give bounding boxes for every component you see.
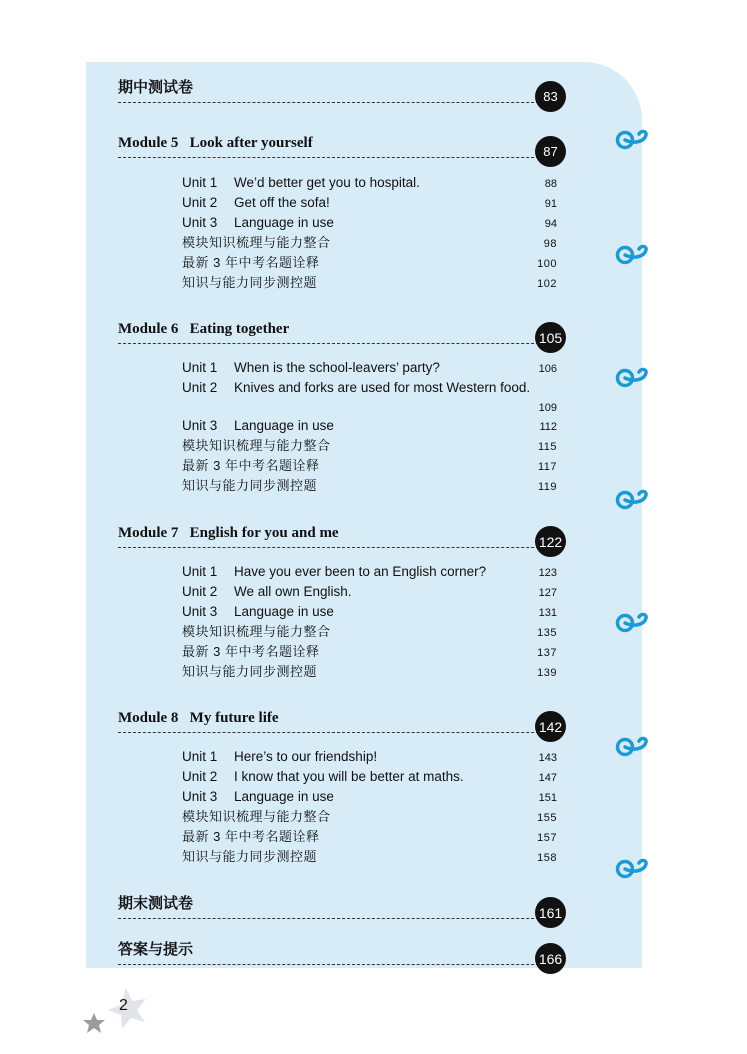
entry-title: I know that you will be better at maths.: [234, 769, 464, 784]
entry-page: 91: [544, 198, 557, 210]
heading-title: 期末测试卷: [118, 896, 194, 912]
entry-page: 147: [538, 772, 557, 784]
entry-page: 157: [537, 832, 557, 844]
unit-label: Unit 2: [182, 584, 218, 599]
toc-entry[interactable]: [182, 213, 557, 233]
entry-page: 158: [537, 852, 557, 864]
binder-ring-icon: [614, 243, 650, 265]
toc-entry[interactable]: [182, 787, 557, 807]
entry-page: 135: [537, 627, 557, 639]
toc-entry[interactable]: [182, 378, 557, 414]
toc-entry[interactable]: [182, 622, 557, 642]
toc-entry[interactable]: [182, 416, 557, 436]
entry-title: 模块知识梳理与能力整合: [182, 809, 331, 824]
entry-title: 模块知识梳理与能力整合: [182, 624, 331, 639]
entry-page: 106: [538, 363, 557, 375]
toc-entry[interactable]: [182, 642, 557, 662]
entry-page: 102: [537, 278, 557, 290]
toc-heading-module-7[interactable]: [118, 509, 564, 548]
entry-page: 94: [544, 218, 557, 230]
toc-entry[interactable]: [182, 827, 557, 847]
unit-label: Unit 3: [182, 789, 218, 804]
entry-title: Language in use: [234, 215, 334, 230]
entry-title: Language in use: [234, 789, 334, 804]
toc-heading-midterm[interactable]: [118, 64, 564, 103]
binder-ring-icon: [614, 735, 650, 757]
toc-heading-module-8[interactable]: [118, 694, 564, 733]
heading-title: 答案与提示: [118, 942, 194, 958]
entry-page: 112: [539, 421, 557, 433]
entry-page: 151: [538, 792, 557, 804]
toc-entry[interactable]: [182, 173, 557, 193]
page-badge: 122: [535, 526, 566, 557]
entry-title: 最新 3 年中考名题诠释: [182, 255, 320, 270]
toc-entry[interactable]: [182, 562, 557, 582]
entry-title: Get off the sofa!: [234, 195, 330, 210]
toc-entry[interactable]: [182, 602, 557, 622]
toc-entry[interactable]: [182, 358, 557, 378]
toc-heading-answers[interactable]: [118, 926, 564, 965]
entry-title: Here’s to our friendship!: [234, 749, 378, 764]
entry-title: 最新 3 年中考名题诠释: [182, 829, 320, 844]
page-badge: 105: [535, 322, 566, 353]
toc-entry[interactable]: [182, 456, 557, 476]
binder-ring-icon: [614, 128, 650, 150]
entry-title: 知识与能力同步测控题: [182, 664, 318, 679]
unit-label: Unit 1: [182, 749, 218, 764]
entry-page: 143: [538, 752, 557, 764]
entry-page: 155: [537, 812, 557, 824]
entry-page: 127: [538, 587, 557, 599]
page-badge: 142: [535, 711, 566, 742]
unit-label: Unit 2: [182, 380, 218, 395]
page-number: 2: [119, 997, 128, 1014]
toc-entry[interactable]: [182, 847, 557, 867]
entry-page: 119: [537, 481, 557, 493]
entry-title: Language in use: [234, 604, 334, 619]
toc-heading-final[interactable]: [118, 880, 564, 919]
binder-ring-icon: [614, 488, 650, 510]
entry-title: 知识与能力同步测控题: [182, 849, 318, 864]
toc-entry[interactable]: [182, 767, 557, 787]
entry-title: Language in use: [234, 418, 334, 433]
toc-entry[interactable]: [182, 253, 557, 273]
entry-page: 139: [537, 667, 557, 679]
unit-label: Unit 2: [182, 769, 218, 784]
entry-page: 123: [538, 567, 557, 579]
toc-entry[interactable]: [182, 582, 557, 602]
entry-page: 88: [544, 178, 557, 190]
entry-title: Have you ever been to an English corner?: [234, 564, 487, 579]
toc-entry[interactable]: [182, 273, 557, 293]
entry-page: 100: [537, 258, 557, 270]
entry-title: 知识与能力同步测控题: [182, 478, 318, 493]
toc-entry[interactable]: [182, 193, 557, 213]
entry-page: 137: [537, 647, 557, 659]
entry-page: 98: [543, 238, 557, 250]
entry-title: 最新 3 年中考名题诠释: [182, 644, 320, 659]
entry-page: 131: [538, 607, 557, 619]
entry-page: 117: [537, 461, 557, 473]
toc-entry[interactable]: [182, 233, 557, 253]
binder-ring-icon: [614, 366, 650, 388]
heading-title: Module 6 Eating together: [118, 321, 290, 337]
unit-label: Unit 3: [182, 215, 218, 230]
entry-title: We’d better get you to hospital.: [234, 175, 420, 190]
toc-entry[interactable]: [182, 476, 557, 496]
page-badge: 161: [535, 897, 566, 928]
heading-title: Module 7 English for you and me: [118, 525, 339, 541]
toc-heading-module-5[interactable]: [118, 119, 564, 158]
unit-label: Unit 3: [182, 604, 218, 619]
entry-title: When is the school-leavers’ party?: [234, 360, 440, 375]
toc-entry[interactable]: [182, 436, 557, 456]
unit-label: Unit 1: [182, 360, 218, 375]
unit-label: Unit 2: [182, 195, 218, 210]
toc-heading-module-6[interactable]: [118, 305, 564, 344]
unit-label: Unit 3: [182, 418, 218, 433]
entry-title: 模块知识梳理与能力整合: [182, 235, 331, 250]
toc-entry[interactable]: [182, 662, 557, 682]
unit-label: Unit 1: [182, 564, 218, 579]
toc-entry[interactable]: [182, 747, 557, 767]
page-badge: 87: [535, 136, 566, 167]
entry-page: 115: [537, 441, 557, 453]
binder-ring-icon: [614, 611, 650, 633]
page-badge: 166: [535, 943, 566, 974]
entry-title: 知识与能力同步测控题: [182, 275, 318, 290]
entry-title: 模块知识梳理与能力整合: [182, 438, 331, 453]
entry-title: 最新 3 年中考名题诠释: [182, 458, 320, 473]
entry-title: We all own English.: [234, 584, 352, 599]
entry-title: Knives and forks are used for most Western food.: [234, 380, 531, 395]
unit-label: Unit 1: [182, 175, 218, 190]
binder-ring-icon: [614, 857, 650, 879]
heading-title: 期中测试卷: [118, 80, 194, 96]
entry-page: 109: [538, 402, 557, 414]
heading-title: Module 5 Look after yourself: [118, 135, 313, 151]
heading-title: Module 8 My future life: [118, 710, 279, 726]
page-badge: 83: [535, 81, 566, 112]
toc-entry[interactable]: [182, 807, 557, 827]
